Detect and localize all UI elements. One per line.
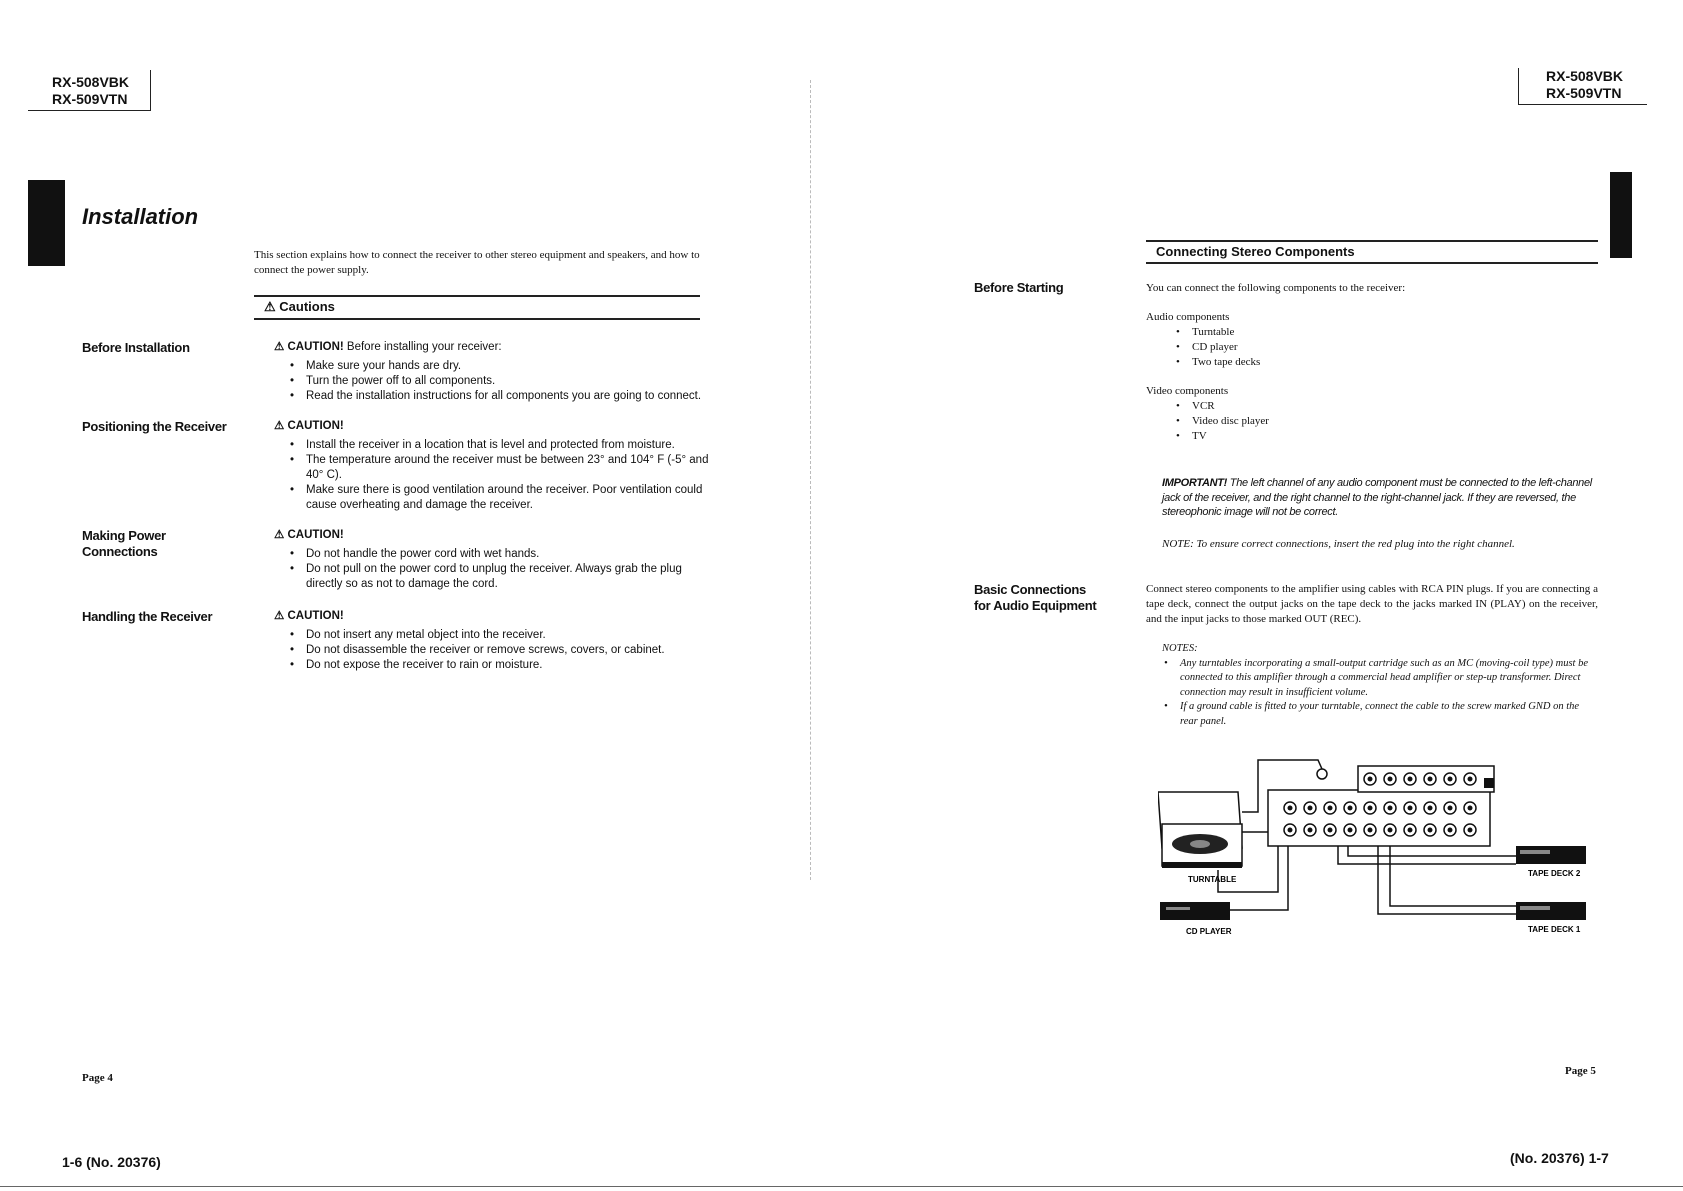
caution-list <box>274 438 714 513</box>
turntable-illustration <box>1158 792 1242 868</box>
caution-lead: Before installing your receiver: <box>346 341 502 353</box>
list-item: • Do not disassemble the receiver or remove screws, covers, or cabinet. <box>306 643 714 658</box>
side-label-power <box>82 528 166 560</box>
bottom-edge <box>0 1186 1683 1187</box>
notes-label: NOTES: <box>1162 643 1198 654</box>
section-tab-right <box>1610 172 1632 258</box>
list-item: • Turntable <box>1192 325 1446 340</box>
section-heading: Connecting Stereo Components <box>1156 244 1355 259</box>
list-item: • Install the receiver in a location that is level and protected from moisture. <box>306 438 714 453</box>
section-rule-top <box>1146 240 1598 242</box>
model-numbers-right <box>1546 68 1623 102</box>
tape-deck-1-label: TAPE DECK 1 <box>1528 925 1581 934</box>
caution-label: ⚠ CAUTION! <box>274 529 344 541</box>
intro-text: This section explains how to connect the receiver to other stereo equipment and speakers, and how to connect the power supply. <box>254 249 700 276</box>
side-label-line: for Audio Equipment <box>974 598 1097 613</box>
list-item: • Do not handle the power cord with wet hands. <box>306 547 714 562</box>
footer-right: (No. 20376) 1-7 <box>1510 1150 1609 1166</box>
list-item: • Do not expose the receiver to rain or moisture. <box>306 658 714 673</box>
receiver-rear-panel <box>1268 766 1494 846</box>
list-item: • Two tape decks <box>1192 355 1446 370</box>
list-item: • Read the installation instructions for all components you are going to connect. <box>306 389 714 404</box>
list-item: • CD player <box>1192 340 1446 355</box>
section-tab-left <box>28 180 65 266</box>
caution-list <box>274 359 714 404</box>
important-text: The left channel of any audio component must be connected to the left-channel jack of the receiver, and the right channel to the right-channel jack. If they are reversed, the stereophonic image will not be correct. <box>1162 477 1592 518</box>
cd-player-label: CD PLAYER <box>1186 927 1232 936</box>
page-divider <box>810 80 811 880</box>
tape-deck-1-illustration <box>1516 902 1586 920</box>
audio-components <box>1146 310 1446 370</box>
important-label: IMPORTANT! <box>1162 477 1228 489</box>
list-item: • Video disc player <box>1192 414 1446 429</box>
caution-list <box>274 547 714 592</box>
cautions-heading: ⚠ Cautions <box>264 299 335 314</box>
side-label-line: Connections <box>82 544 158 559</box>
caution-block-4 <box>274 609 714 673</box>
caution-label: ⚠ CAUTION! <box>274 610 344 622</box>
video-heading: Video components <box>1146 385 1229 397</box>
notes-block <box>1162 642 1592 729</box>
page-title: Installation <box>82 204 199 229</box>
list-item: • If a ground cable is fitted to your turntable, connect the cable to the screw marked GND on the rear panel. <box>1180 700 1592 729</box>
list-item: • Do not pull on the power cord to unplug the receiver. Always grab the plug directly so as not to damage the cord. <box>306 562 714 592</box>
note <box>1162 537 1602 552</box>
page-number-left: Page 4 <box>82 1072 113 1084</box>
list-item: • VCR <box>1192 399 1446 414</box>
caution-block-3 <box>274 528 714 592</box>
side-label-line: Making Power <box>82 528 166 543</box>
list-item: • Make sure your hands are dry. <box>306 359 714 374</box>
caution-label: ⚠ CAUTION! <box>274 420 344 432</box>
video-components <box>1146 384 1446 444</box>
audio-list <box>1146 325 1446 370</box>
page-number-right: Page 5 <box>1565 1065 1596 1077</box>
model-number-1: RX-508VBK <box>1546 68 1624 84</box>
side-label-before-starting: Before Starting <box>974 280 1064 295</box>
cautions-rule-bottom <box>254 318 700 320</box>
side-label-handling: Handling the Receiver <box>82 609 213 624</box>
section-rule-bottom <box>1146 262 1598 264</box>
caution-label: ⚠ CAUTION! <box>274 341 344 353</box>
note-text: To ensure correct connections, insert the red plug into the right channel. <box>1196 538 1515 550</box>
turntable-label: TURNTABLE <box>1188 875 1237 884</box>
caution-list <box>274 628 714 673</box>
tape-deck-2-illustration <box>1516 846 1586 864</box>
model-number-2: RX-509VTN <box>52 91 128 107</box>
list-item: • Make sure there is good ventilation around the receiver. Poor ventilation could cause overheating and damage the receiver. <box>306 483 714 513</box>
model-number-2: RX-509VTN <box>1546 85 1622 101</box>
caution-block-1 <box>274 340 714 404</box>
cd-player-illustration <box>1160 902 1230 920</box>
video-list <box>1146 399 1446 444</box>
side-label-before-installation: Before Installation <box>82 340 190 355</box>
cautions-rule-top <box>254 295 700 297</box>
important-note <box>1162 476 1594 520</box>
side-label-line: Basic Connections <box>974 582 1086 597</box>
notes-list <box>1162 657 1592 730</box>
list-item: • TV <box>1192 429 1446 444</box>
basic-connections-text: Connect stereo components to the amplifier using cables with RCA PIN plugs. If you are connecting a tape deck, connect the output jacks on the tape deck to the jacks marked IN (PLAY) on the receiver, and the input jacks to those marked OUT (REC). <box>1146 583 1598 625</box>
list-item: • Any turntables incorporating a small-output cartridge such as an MC (moving-coil type) must be connected to this amplifier through a commercial head amplifier or step-up transformer. Direct connection may result in insufficient volume. <box>1180 657 1592 701</box>
side-label-basic-connections <box>974 582 1096 614</box>
side-label-positioning: Positioning the Receiver <box>82 419 227 434</box>
before-starting-intro: You can connect the following components to the receiver: <box>1146 282 1406 294</box>
note-label: NOTE: <box>1162 538 1194 550</box>
tape-deck-2-label: TAPE DECK 2 <box>1528 869 1581 878</box>
connection-diagram <box>1158 752 1598 942</box>
list-item: • The temperature around the receiver must be between 23° and 104° F (-5° and 40° C). <box>306 453 714 483</box>
model-number-1: RX-508VBK <box>52 74 130 90</box>
caution-block-2 <box>274 419 714 513</box>
model-numbers-left <box>52 74 129 108</box>
footer-left: 1-6 (No. 20376) <box>62 1154 161 1170</box>
audio-heading: Audio components <box>1146 311 1230 323</box>
list-item: • Turn the power off to all components. <box>306 374 714 389</box>
list-item: • Do not insert any metal object into the receiver. <box>306 628 714 643</box>
